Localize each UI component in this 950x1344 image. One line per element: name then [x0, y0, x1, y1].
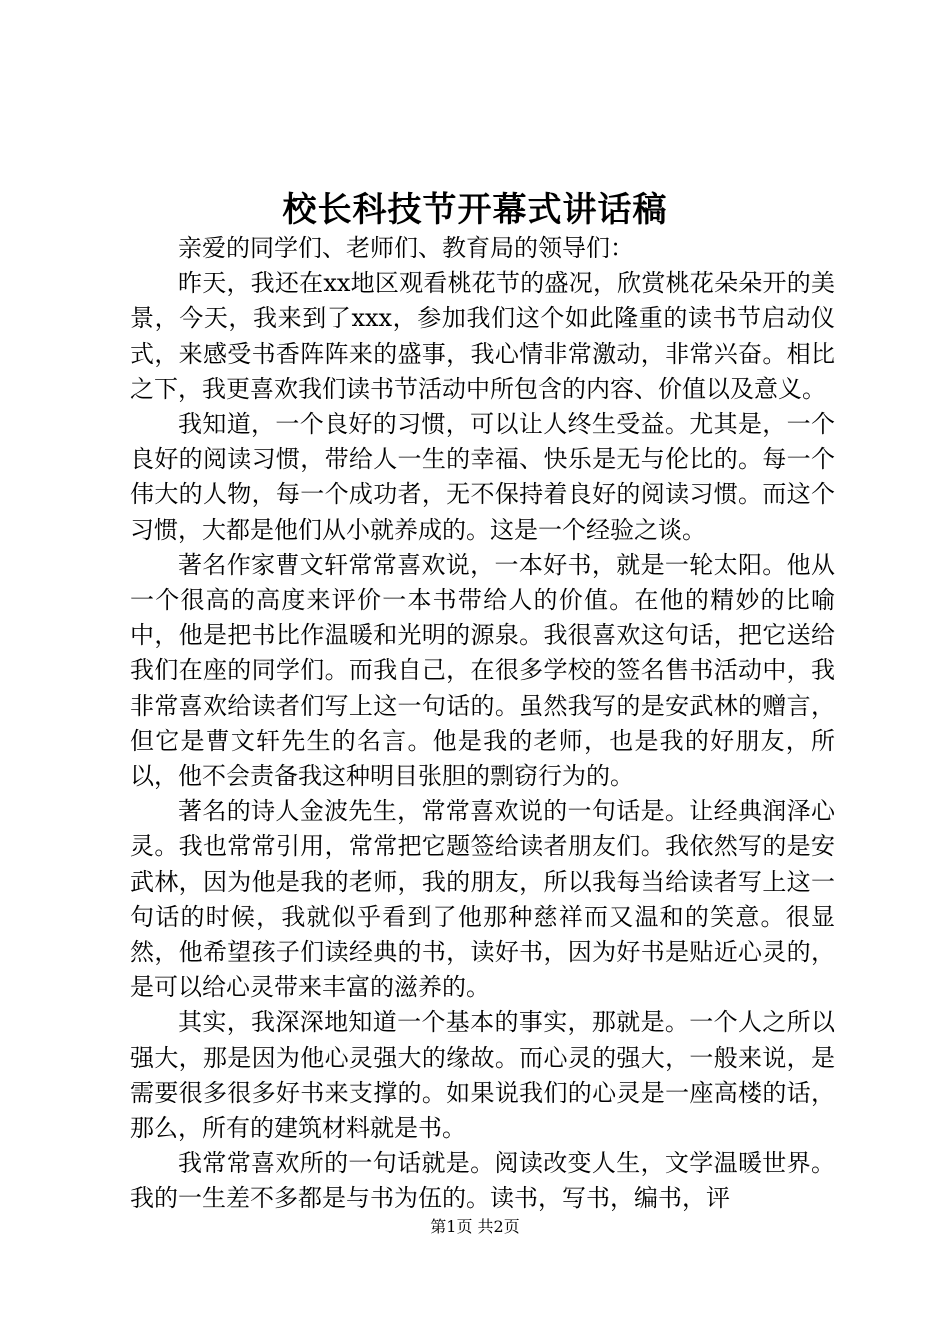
- salutation-paragraph: 亲爱的同学们、老师们、教育局的领导们：: [178, 234, 634, 262]
- body-paragraph: 著名作家曹文轩常常喜欢说，一本好书，就是一轮太阳。他从一个很高的高度来评价一本书带给人的价值。在他的精妙的比喻中，他是把书比作温暖和光明的源泉。我很喜欢这句话，把它送给我们在座的同学们。而我自己，在很多学校的签名售书活动中，我非常喜欢给读者们写上这一句话的。虽然我写的是安武林的赠言，但它是曹文轩先生的名言。他是我的老师，也是我的好朋友，所以，他不会责备我这种明目张胆的剽窃行为的。: [130, 550, 835, 791]
- document-title: 校长科技节开幕式讲话稿: [282, 190, 668, 230]
- document-body: [130, 231, 835, 1217]
- page-footer: 第1页 共2页: [430, 1217, 520, 1236]
- body-paragraph: 昨天，我还在xx地区观看桃花节的盛况，欣赏桃花朵朵开的美景，今天，我来到了xxx，参加我们这个如此隆重的读书节启动仪式，来感受书香阵阵来的盛事，我心情非常激动，非常兴奋。相比之下，我更喜欢我们读书节活动中所包含的内容、价值以及意义。: [130, 269, 835, 403]
- body-paragraph: 著名的诗人金波先生，常常喜欢说的一句话是。让经典润泽心灵。我也常常引用，常常把它题签给读者朋友们。我依然写的是安武林，因为他是我的老师，我的朋友，所以我每当给读者写上这一句话的时候，我就似乎看到了他那种慈祥而又温和的笑意。很显然，他希望孩子们读经典的书，读好书，因为好书是贴近心灵的，是可以给心灵带来丰富的滋养的。: [130, 797, 835, 1002]
- body-paragraph: 我常常喜欢所的一句话就是。阅读改变人生，文学温暖世界。我的一生差不多都是与书为伍的。读书，写书，编书，评: [130, 1149, 835, 1213]
- body-paragraph: 我知道，一个良好的习惯，可以让人终生受益。尤其是，一个良好的阅读习惯，带给人一生的幸福、快乐是无与伦比的。每一个伟大的人物，每一个成功者，无不保持着良好的阅读习惯。而这个习惯，大都是他们从小就养成的。这是一个经验之谈。: [130, 410, 835, 544]
- body-paragraph: 其实，我深深地知道一个基本的事实，那就是。一个人之所以强大，那是因为他心灵强大的缘故。而心灵的强大，一般来说，是需要很多很多好书来支撑的。如果说我们的心灵是一座高楼的话，那么，所有的建筑材料就是书。: [130, 1008, 835, 1143]
